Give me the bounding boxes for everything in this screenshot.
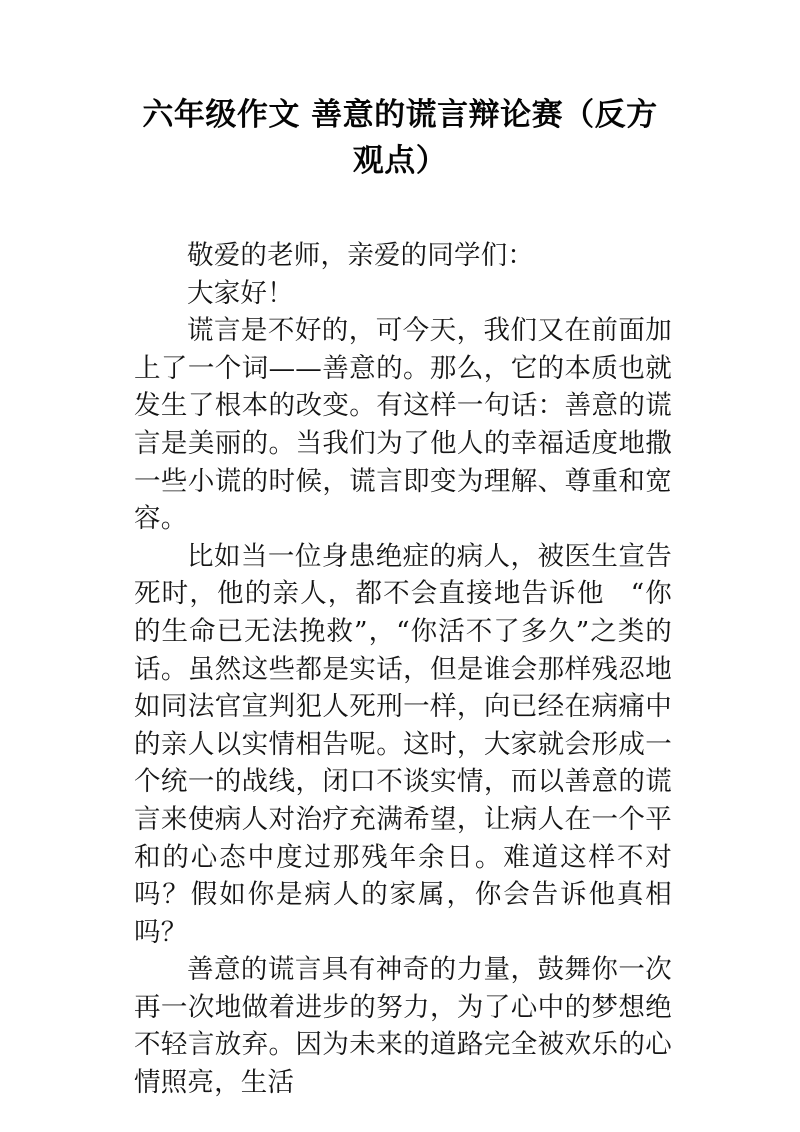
page-title-line-1: 六年级作文 善意的谎言辩论赛（反方 [142,97,658,133]
paragraph-example-terminal-illness [134,538,672,952]
paragraph-closing-power-of-lies: 善意的谎言具有神奇的力量，鼓舞你一次再一次地做着进步的努力，为了心中的梦想绝不轻言放弃。因为未来的道路完全被欢乐的心情照亮，生活 [134,954,672,1099]
paragraph-opening-argument: 谎言是不好的，可今天，我们又在前面加上了一个词——善意的。那么，它的本质也就发生了根本的改变。有这样一句话：善意的谎言是美丽的。当我们为了他人的幸福适度地撒一些小谎的时候，谎言即变为理解、尊重和宽容。 [134,315,672,535]
paragraph-salutation: 敬爱的老师，亲爱的同学们： [187,240,535,271]
document-body [134,237,672,1102]
paragraph-example-part-b: “你的生命已无法挽救”，“你活不了多久”之类的话。虽然这些都是实话，但是谁会那样残忍地如同法官宣判犯人死刑一样，向已经在病痛中的亲人以实情相告呢。这时，大家就会形成一个统一的战线，闭口不谈实情，而以善意的谎言来使病人对治疗充满希望，让病人在一个平和的心态中度过那残年余日。难道这样不对吗？假如你是病人的家属，你会告诉他真相吗？ [134,578,672,948]
page-title-line-2: 观点） [352,143,448,179]
paragraph-example-part-a: 比如当一位身患绝症的病人，被医生宣告死时，他的亲人，都不会直接地告诉他 [134,540,672,610]
paragraph-greeting: 大家好！ [187,277,294,309]
page-title [126,92,674,184]
